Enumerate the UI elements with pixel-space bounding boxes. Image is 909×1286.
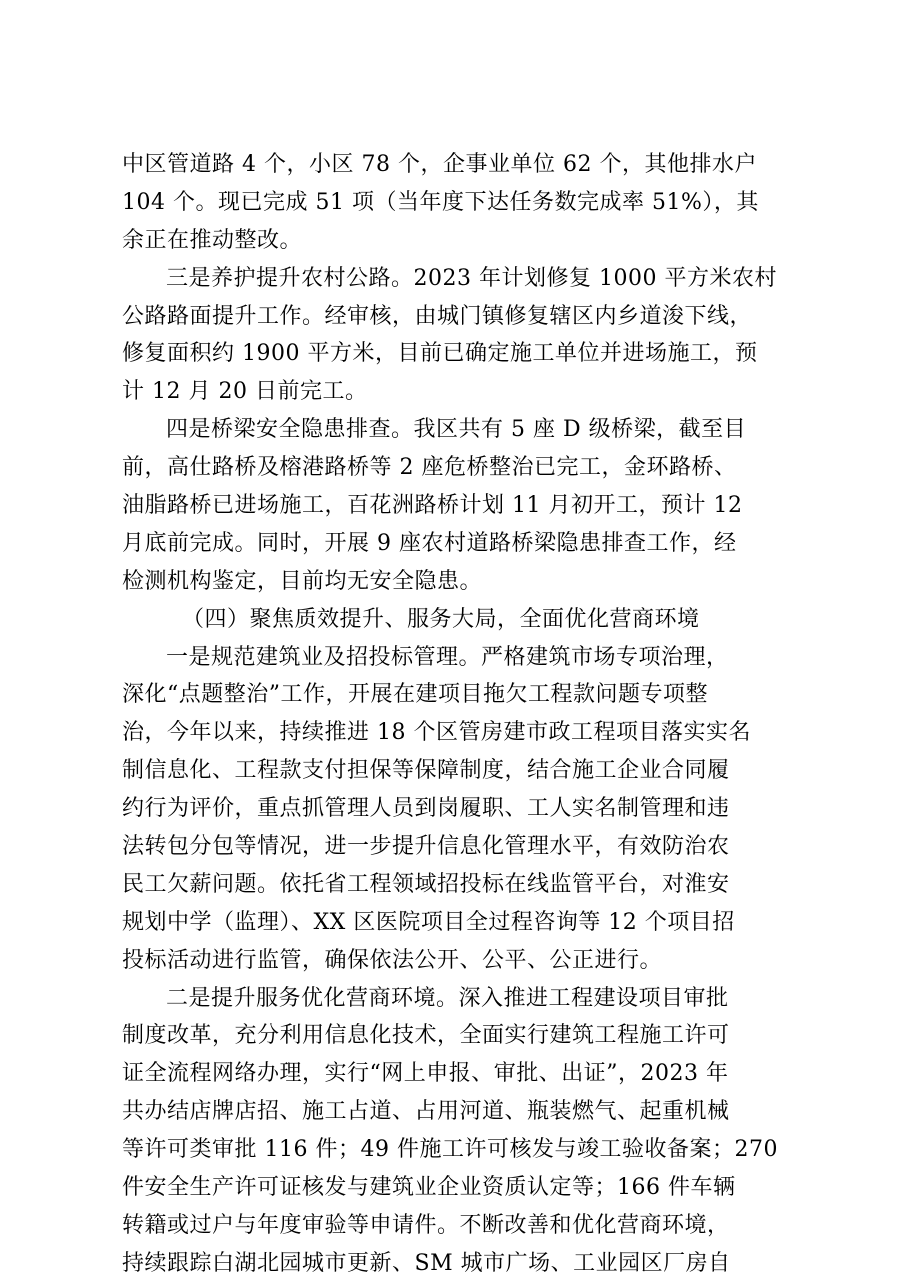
paragraph-start-line: 二是提升服务优化营商环境。深入推进工程建设项目审批 bbox=[166, 985, 729, 1011]
text-line: 余正在推动整改。 bbox=[122, 227, 303, 253]
paragraph-start-line: 一是规范建筑业及招投标管理。严格建筑市场专项治理， bbox=[166, 644, 729, 670]
paragraph-start-line: 四是桥梁安全隐患排查。我区共有 5 座 D 级桥梁，截至目 bbox=[166, 417, 747, 443]
text-line: 公路路面提升工作。经审核，由城门镇修复辖区内乡道浚下线， bbox=[122, 303, 753, 329]
text-line: 证全流程网络办理，实行“网上申报、审批、出证”，2023 年 bbox=[122, 1061, 729, 1087]
text-line: 转籍或过户与年度审验等申请件。不断改善和优化营商环境， bbox=[122, 1212, 730, 1238]
text-line: 规划中学（监理）、XX 区医院项目全过程咨询等 12 个项目招 bbox=[122, 909, 735, 935]
text-line: 治，今年以来，持续推进 18 个区管房建市政工程项目落实实名 bbox=[122, 720, 751, 746]
text-line: 投标活动进行监管，确保依法公开、公平、公正进行。 bbox=[122, 947, 663, 973]
text-line: 前，高仕路桥及榕港路桥等 2 座危桥整治已完工，金环路桥、 bbox=[122, 455, 737, 481]
text-line: 深化“点题整治”工作，开展在建项目拖欠工程款问题专项整 bbox=[122, 682, 708, 708]
text-line: 制度改革，充分利用信息化技术，全面实行建筑工程施工许可 bbox=[122, 1023, 730, 1049]
text-line: 计 12 月 20 日前完工。 bbox=[122, 379, 368, 405]
paragraph-start-line: 三是养护提升农村公路。2023 年计划修复 1000 平方米农村 bbox=[166, 265, 777, 291]
text-line: 104 个。现已完成 51 项（当年度下达任务数完成率 51%），其 bbox=[122, 189, 759, 215]
document-body bbox=[122, 146, 802, 1283]
text-line: 件安全生产许可证核发与建筑业企业资质认定等；166 件车辆 bbox=[122, 1175, 736, 1201]
text-line: 持续跟踪白湖北园城市更新、SM 城市广场、工业园区厂房自 bbox=[122, 1250, 731, 1276]
text-line: 共办结店牌店招、施工占道、占用河道、瓶装燃气、起重机械 bbox=[122, 1099, 730, 1125]
text-line: 约行为评价，重点抓管理人员到岗履职、工人实名制管理和违 bbox=[122, 796, 730, 822]
text-line: 中区管道路 4 个，小区 78 个，企事业单位 62 个，其他排水户 bbox=[122, 152, 757, 177]
text-line: 法转包分包等情况，进一步提升信息化管理水平，有效防治农 bbox=[122, 834, 730, 860]
text-line: 月底前完成。同时，开展 9 座农村道路桥梁隐患排查工作，经 bbox=[122, 530, 737, 556]
text-line: 民工欠薪问题。依托省工程领域招投标在线监管平台，对淮安 bbox=[122, 871, 730, 897]
section-heading: （四）聚焦质效提升、服务大局，全面优化营商环境 bbox=[182, 606, 700, 632]
text-line: 制信息化、工程款支付担保等保障制度，结合施工企业合同履 bbox=[122, 758, 730, 784]
text-line: 等许可类审批 116 件；49 件施工许可核发与竣工验收备案；270 bbox=[122, 1137, 778, 1163]
text-line: 检测机构鉴定，目前均无安全隐患。 bbox=[122, 568, 483, 594]
text-line: 修复面积约 1900 平方米，目前已确定施工单位并进场施工，预 bbox=[122, 341, 758, 367]
text-line: 油脂路桥已进场施工，百花洲路桥计划 11 月初开工，预计 12 bbox=[122, 493, 743, 519]
